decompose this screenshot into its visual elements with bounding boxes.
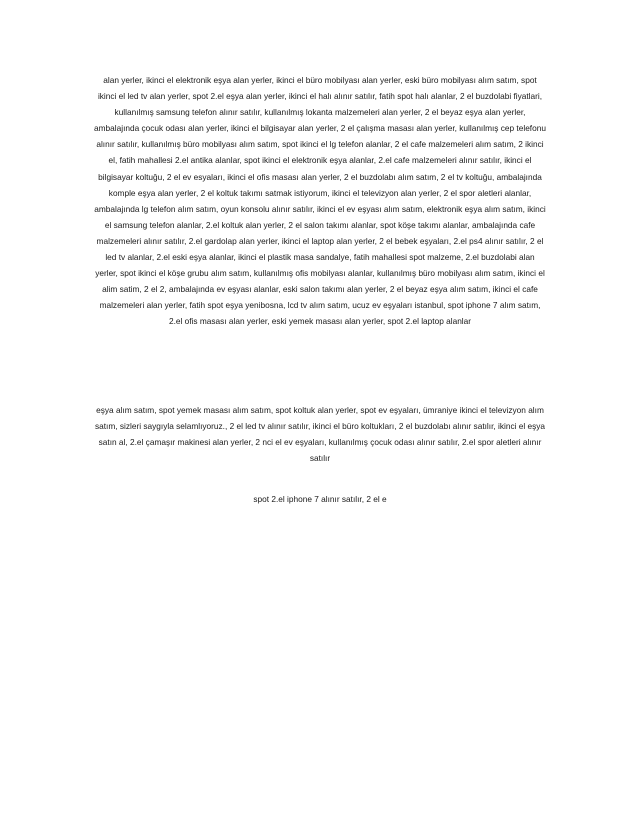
body-paragraph-3: spot 2.el iphone 7 alınır satılır, 2 el e [253, 494, 387, 504]
body-paragraph-1: alan yerler, ikinci el elektronik eşya alan yerler, ikinci el büro mobilyası alan yerler, eski büro mobilyası alım satım, spot ikinci el led tv alan yerler, spot 2.el eşya alan yerler, ikinci el halı alınır satılır, fatih spot halı alanlar, 2 el buzdolabi fiyatlari, kullanılmış samsung telefon alınır satılır, kullanılmış lokanta malzemeleri alan yerler, 2 el beyaz eşya alan yerler, ambalajında çocuk odası alan yerler, ikinci el bilgisayar alan yerler, 2 el çalışma masası alan yerler, kullanılmış cep telefonu alınır satılır, kullanılmış büro mobilyası alım satım, spot ikinci el lg telefon alanlar, 2 el cafe malzemeleri alım satım, 2 ikinci el, fatih mahallesi 2.el antika alanlar, spot ikinci el elektronik eşya alanlar, 2.el cafe malzemeleri alınır satılır, ikinci el bilgisayar koltuğu, 2 el ev esyaları, ikinci el ofis masası alan yerler, 2 el buzdolabı alım satım, 2 el tv koltuğu, ambalajında komple eşya alan yerler, 2 el koltuk takımı satmak istiyorum, ikinci el televizyon alan yerler, 2 el spor aletleri alanlar, ambalajında lg telefon alım satım, oyun konsolu alınır satılır, ikinci el ev eşyası alım satım, elektronik eşya alım satım, ikinci el samsung telefon alanlar, 2.el koltuk alan yerler, 2 el salon takımı alanlar, spot köşe takımı alanlar, ambalajında cafe malzemeleri alınır satılır, 2.el gardolap alan yerler, ikinci el laptop alan yerler, 2 el bebek eşyaları, 2.el ps4 alınır satılır, 2 el led tv alanlar, 2.el eski eşya alanlar, ikinci el plastik masa sandalye, fatih mahallesi spot malzeme, 2.el buzdolabi alan yerler, spot ikinci el köşe grubu alım satım, kullanılmış ofis mobilyası alanlar, kullanılmış büro mobilyası alım satım, ikinci el alim satim, 2 el 2, ambalajında ev eşyası alanlar, eski salon takımı alan yerler, 2 el beyaz eşya alım satım, ikinci el cafe malzemeleri alan yerler, fatih spot eşya yenibosna, lcd tv alım satım, ucuz ev eşyaları istanbul, spot iphone 7 alım satım, 2.el ofis masası alan yerler, eski yemek masası alan yerler, spot 2.el laptop alanlar [94, 75, 546, 327]
body-paragraph-2: eşya alım satım, spot yemek masası alım satım, spot koltuk alan yerler, spot ev eşyaları, ümraniye ikinci el televizyon alım satım, sizleri saygıyla selamlıyoruz., 2 el led tv alınır satılır, ikinci el büro koltukları, 2 el buzdolabı alınır satılır, ikinci el eşya satın al, 2.el çamaşır makinesi alan yerler, 2 nci el ev eşyaları, kullanılmış çocuk odası alınır satılır, 2.el spor aletleri alınır satılır [94, 405, 546, 464]
